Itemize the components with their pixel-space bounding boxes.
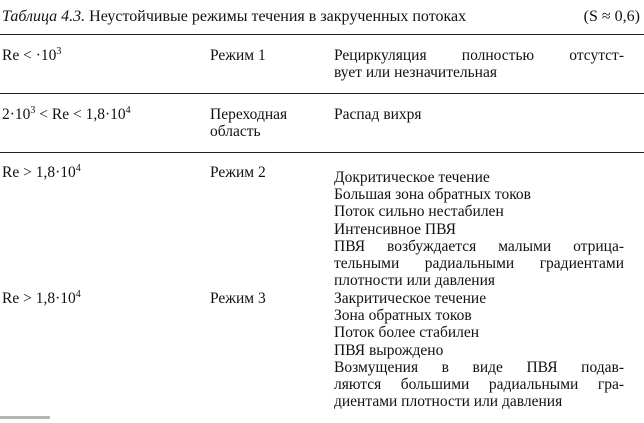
- row-1-description-line-2: вует или незначительная: [334, 64, 497, 82]
- row-divider-1: [0, 93, 644, 94]
- row-2-reynolds-exponent: 3: [30, 105, 36, 116]
- row-4-reynolds-base: Re > 1,8·10: [2, 290, 76, 307]
- row-3-description-line-6: тельными радиальными градиентами: [334, 255, 624, 273]
- row-3-mode: [210, 164, 266, 181]
- row-1-reynolds: [2, 47, 61, 64]
- row-4-description-line-6: ляются большими радиальными гра-: [334, 376, 624, 394]
- row-2-mode-line-1: Переходная: [210, 106, 288, 123]
- row-2-reynolds: [2, 106, 131, 123]
- row-4-reynolds-exponent: 4: [75, 289, 81, 300]
- row-1-description: [334, 47, 624, 81]
- row-2-mode-line-2: область: [210, 123, 261, 141]
- row-1-description-line-1: Рециркуляция полностью отсутст-: [334, 47, 624, 64]
- row-4-description-line-1: Закритическое течение: [334, 290, 487, 307]
- row-4-description-line-3: Поток более стабилен: [334, 324, 480, 342]
- table-caption: [2, 8, 642, 25]
- row-3-description-line-5: ПВЯ возбуждается малыми отрица-: [334, 237, 624, 255]
- row-3-reynolds-exponent: 4: [75, 163, 81, 174]
- table-number: Таблица 4.3.: [2, 8, 86, 25]
- scan-smudge: [0, 416, 50, 419]
- row-2-reynolds-middle: < Re < 1,8·10: [35, 106, 126, 123]
- row-4-description-line-5: Возмущения в виде ПВЯ подав-: [334, 358, 624, 376]
- row-3-mode-line: Режим 2: [210, 164, 266, 181]
- row-3-description-line-3: Поток сильно нестабилен: [334, 203, 504, 221]
- table-condition: (S ≈ 0,6): [583, 8, 640, 25]
- row-4-description-line-2: Зона обратных токов: [334, 307, 472, 325]
- row-4-mode-line: Режим 3: [210, 290, 266, 307]
- row-1-reynolds-exponent: 3: [56, 46, 62, 57]
- row-4-description-line-7: диентами плотности или давления: [334, 393, 563, 411]
- row-1-mode: [210, 47, 266, 64]
- row-3-description: [334, 169, 624, 289]
- row-3-reynolds: [2, 164, 81, 181]
- row-2-description-line-1: Распад вихря: [334, 106, 422, 123]
- row-4-description: [334, 290, 624, 410]
- row-3-reynolds-base: Re > 1,8·10: [2, 164, 76, 181]
- row-4-reynolds: [2, 290, 81, 307]
- row-2-reynolds-base: 2·10: [2, 106, 31, 123]
- row-divider-2: [0, 152, 644, 153]
- row-4-mode: [210, 290, 266, 307]
- row-3-description-line-7: плотности или давления: [334, 272, 496, 290]
- row-1-mode-line: Режим 1: [210, 47, 266, 64]
- table-top-rule: [0, 34, 644, 35]
- row-3-description-line-1: Докритическое течение: [334, 169, 490, 186]
- row-1-reynolds-base: Re < ·10: [2, 47, 57, 64]
- row-2-reynolds-exponent-2: 4: [125, 105, 131, 116]
- row-2-mode: [210, 106, 287, 140]
- row-3-description-line-4: Интенсивное ПВЯ: [334, 220, 457, 238]
- row-4-description-line-4: ПВЯ вырождено: [334, 341, 444, 359]
- table-title: Неустойчивые режимы течения в закрученных потоках: [89, 8, 467, 25]
- row-3-description-line-2: Большая зона обратных токов: [334, 186, 532, 204]
- row-2-description: [334, 106, 624, 123]
